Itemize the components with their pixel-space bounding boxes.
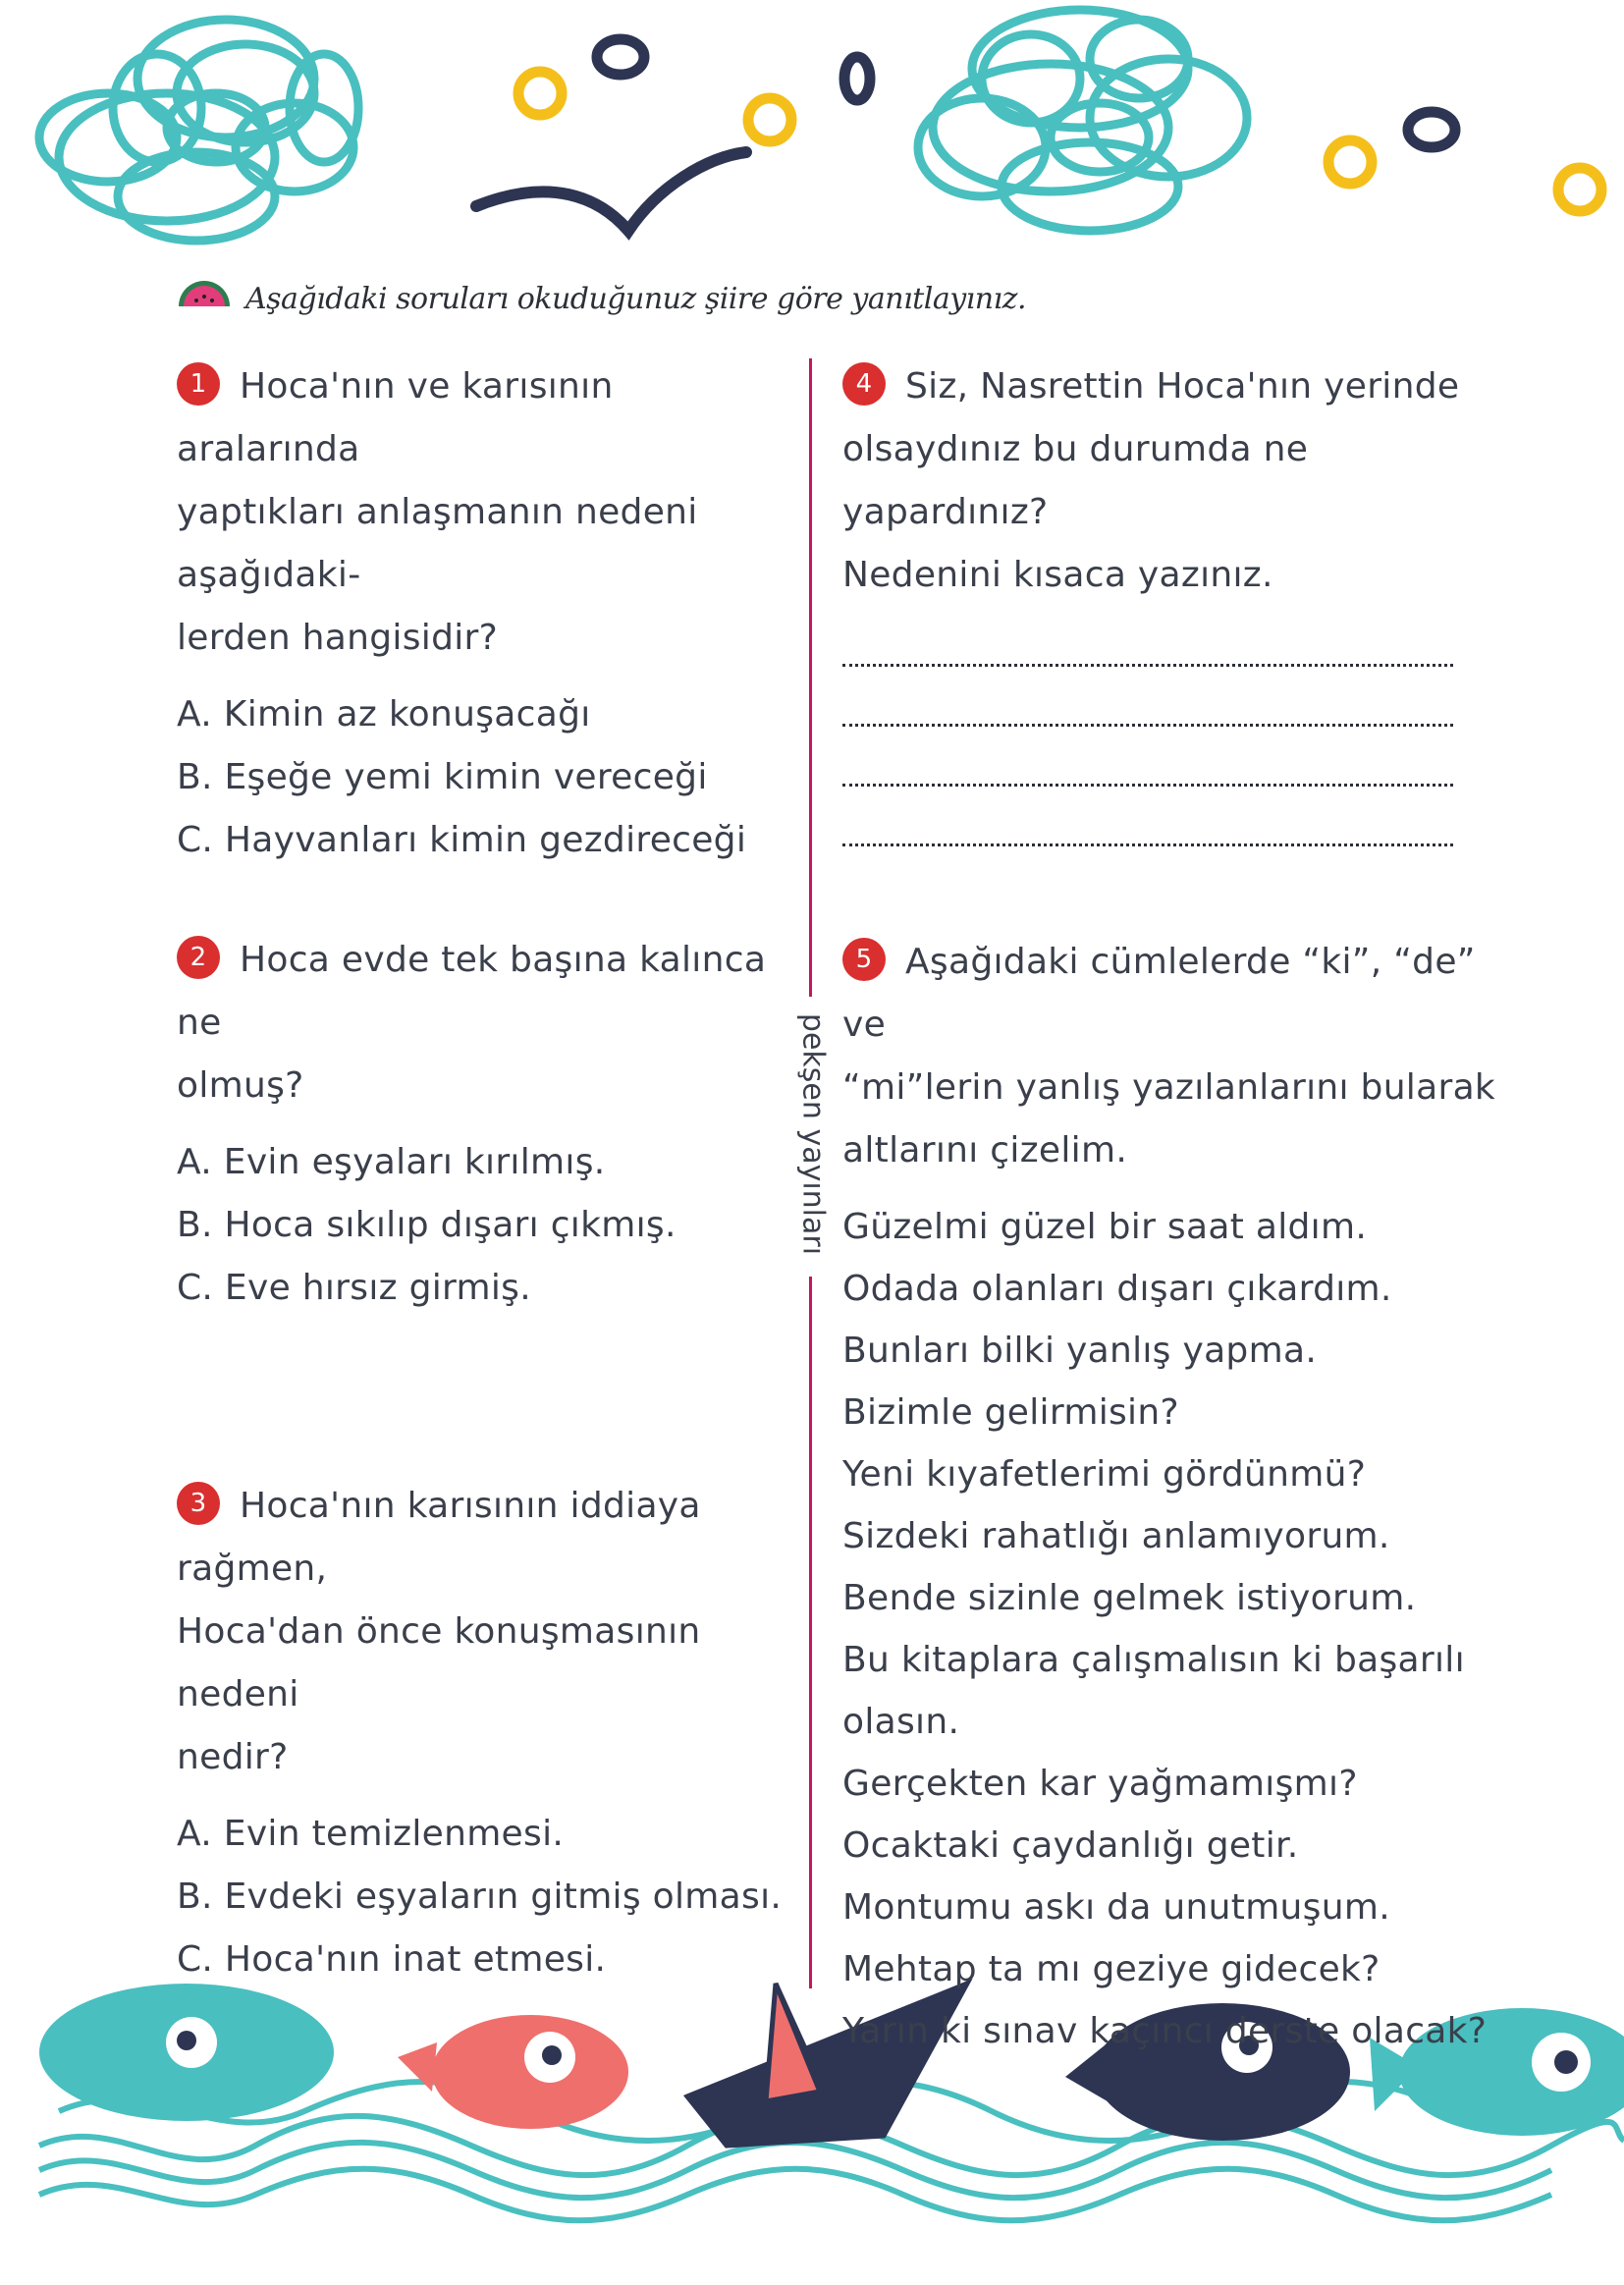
question-5-line: “mi”lerin yanlış yazılanlarını bularak — [842, 1067, 1496, 1108]
question-5-line: altlarını çizelim. — [842, 1130, 1128, 1170]
bird-illustration — [476, 152, 746, 231]
question-5-line: 5 Aşağıdaki cümlelerde “ki”, “de” ve — [842, 931, 1530, 1057]
question-3-line: Hoca'dan önce konuşmasının nedeni — [177, 1611, 701, 1714]
question-1-line: yaptıkları anlaşmanın nedeni aşağıdaki- — [177, 492, 698, 595]
question-2-line: 2 Hoca evde tek başına kalınca ne — [177, 929, 785, 1055]
column-divider-bottom — [809, 1277, 812, 1988]
question-2 — [177, 929, 785, 1320]
answer-line[interactable] — [842, 607, 1453, 667]
option-c: C. Hoca'nın inat etmesi. — [177, 1939, 607, 1980]
question-4 — [842, 355, 1471, 846]
coral-fish-illustration — [398, 2015, 628, 2129]
instruction-text: Aşağıdaki soruları okuduğunuz şiire göre yanıtlayınız. — [245, 281, 1027, 316]
option-b: B. Eşeğe yemi kimin vereceği — [177, 757, 708, 797]
question-5 — [842, 931, 1530, 2062]
option-b: B. Hoca sıkılıp dışarı çıkmış. — [177, 1205, 677, 1245]
question-2-line: olmuş? — [177, 1065, 304, 1106]
teal-fish-left-illustration — [39, 1984, 334, 2121]
question-3 — [177, 1475, 805, 1991]
watermelon-icon — [177, 277, 232, 320]
question-number-badge: 5 — [842, 938, 886, 981]
sentence-item: Sizdeki rahatlığı anlamıyorum. — [842, 1516, 1390, 1556]
question-4-line: Nedenini kısaca yazınız. — [842, 555, 1273, 595]
column-divider-top — [809, 358, 812, 997]
question-1-line: lerden hangisidir? — [177, 618, 499, 658]
publisher-label — [784, 1011, 842, 1257]
sentence-item: Ocaktaki çaydanlığı getir. — [842, 1825, 1299, 1866]
sentence-item: Yeni kıyafetlerimi gördünmü? — [842, 1454, 1367, 1495]
answer-line[interactable] — [842, 727, 1453, 787]
sentence-item: Bende sizinle gelmek istiyorum. — [842, 1578, 1417, 1618]
answer-line[interactable] — [842, 787, 1453, 846]
teal-flower-right-illustration — [918, 10, 1247, 231]
sentence-item: Bunları bilki yanlış yapma. — [842, 1331, 1318, 1371]
sentence-item: Montumu askı da unutmuşum. — [842, 1887, 1390, 1928]
answer-line[interactable] — [842, 667, 1453, 727]
question-1-line: 1 Hoca'nın ve karısının aralarında — [177, 355, 805, 481]
option-b: B. Evdeki eşyaların gitmiş olması. — [177, 1877, 783, 1917]
instruction-header — [177, 277, 1026, 320]
sentence-item: Mehtap ta mı geziye gidecek? — [842, 1949, 1380, 1989]
question-1-options — [177, 683, 805, 872]
teal-flower-left-illustration — [39, 20, 358, 241]
sentence-item: Gerçekten kar yağmamışmı? — [842, 1764, 1358, 1804]
sentence-item: Odada olanları dışarı çıkardım. — [842, 1269, 1392, 1309]
option-a: A. Evin eşyaları kırılmış. — [177, 1142, 606, 1182]
sentence-item: Yarın ki sınav kaçıncı derste olacak? — [842, 2011, 1488, 2051]
question-1 — [177, 355, 805, 872]
option-c: C. Hayvanları kimin gezdireceği — [177, 820, 747, 860]
question-3-line: nedir? — [177, 1737, 289, 1777]
sentence-list — [842, 1196, 1530, 2062]
option-a: A. Kimin az konuşacağı — [177, 694, 591, 734]
question-3-line: 3 Hoca'nın karısının iddiaya rağmen, — [177, 1475, 805, 1601]
question-2-options — [177, 1131, 785, 1320]
sentence-item: Bu kitaplara çalışmalısın ki başarılı olasın. — [842, 1640, 1465, 1742]
question-4-line: 4 Siz, Nasrettin Hoca'nın yerinde — [842, 355, 1471, 418]
option-a: A. Evin temizlenmesi. — [177, 1814, 565, 1854]
sentence-item: Bizimle gelirmisin? — [842, 1392, 1179, 1433]
question-number-badge: 2 — [177, 936, 220, 979]
publisher-text: pekşen yayınları — [795, 1012, 831, 1256]
option-c: C. Eve hırsız girmiş. — [177, 1268, 531, 1308]
question-4-line: olsaydınız bu durumda ne yapardınız? — [842, 429, 1309, 532]
sentence-item: Güzelmi güzel bir saat aldım. — [842, 1207, 1368, 1247]
question-3-options — [177, 1803, 805, 1991]
question-number-badge: 4 — [842, 362, 886, 406]
answer-lines — [842, 607, 1453, 846]
question-number-badge: 3 — [177, 1482, 220, 1525]
question-number-badge: 1 — [177, 362, 220, 406]
